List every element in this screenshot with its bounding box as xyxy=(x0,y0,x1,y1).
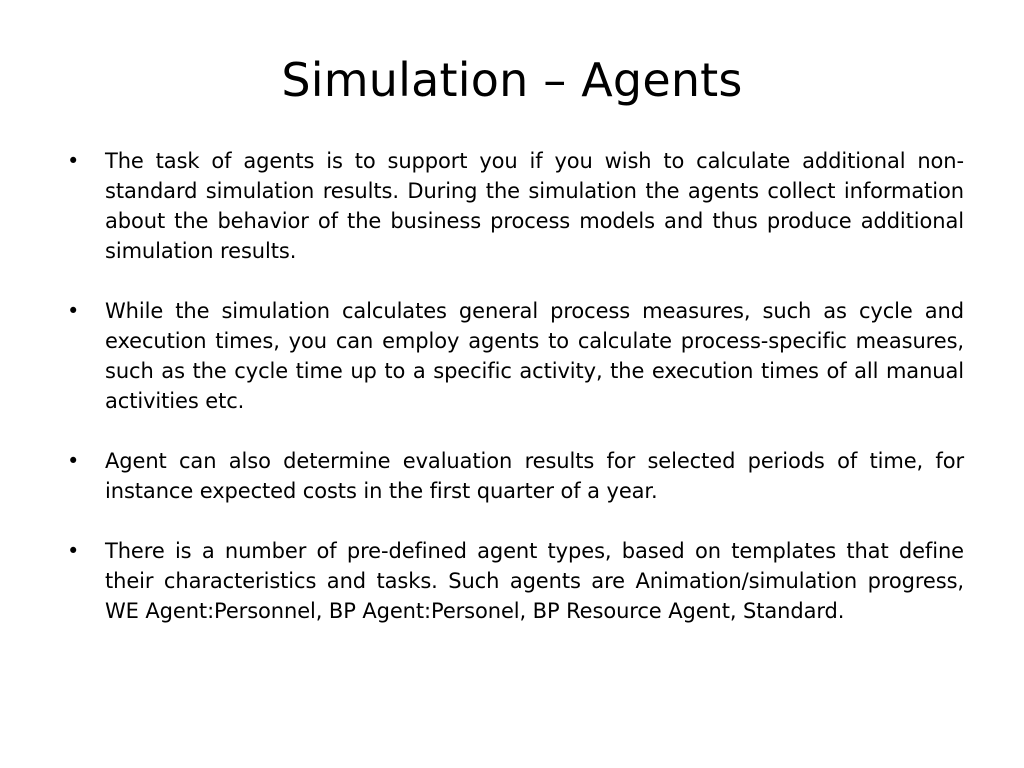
bullet-list xyxy=(60,146,964,626)
bullet-icon: • xyxy=(67,149,80,173)
slide-title: Simulation – Agents xyxy=(281,53,743,107)
bullet-item-3 xyxy=(60,446,964,506)
bullet-item-1 xyxy=(60,146,964,266)
bullet-icon: • xyxy=(67,299,80,323)
bullet-text: While the simulation calculates general process measures, such as cycle and execution times, you can employ agents to calculate process-specific measures, such as the cycle time up to a specific activity, the execution times of all manual activities etc. xyxy=(105,299,964,413)
bullet-item-2 xyxy=(60,296,964,416)
bullet-text: Agent can also determine evaluation results for selected periods of time, for instance expected costs in the first quarter of a year. xyxy=(105,449,964,503)
bullet-icon: • xyxy=(67,539,80,563)
bullet-item-4 xyxy=(60,536,964,626)
bullet-text: There is a number of pre-defined agent types, based on templates that define their characteristics and tasks. Such agents are Animation/simulation progress, WE Agent:Personnel, BP Agent:Personel, BP Resource Agent, Standard. xyxy=(105,539,964,623)
bullet-icon: • xyxy=(67,449,80,473)
bullet-text: The task of agents is to support you if you wish to calculate additional non-standard simulation results. During the simulation the agents collect information about the behavior of the business process models and thus produce additional simulation results. xyxy=(105,149,964,263)
